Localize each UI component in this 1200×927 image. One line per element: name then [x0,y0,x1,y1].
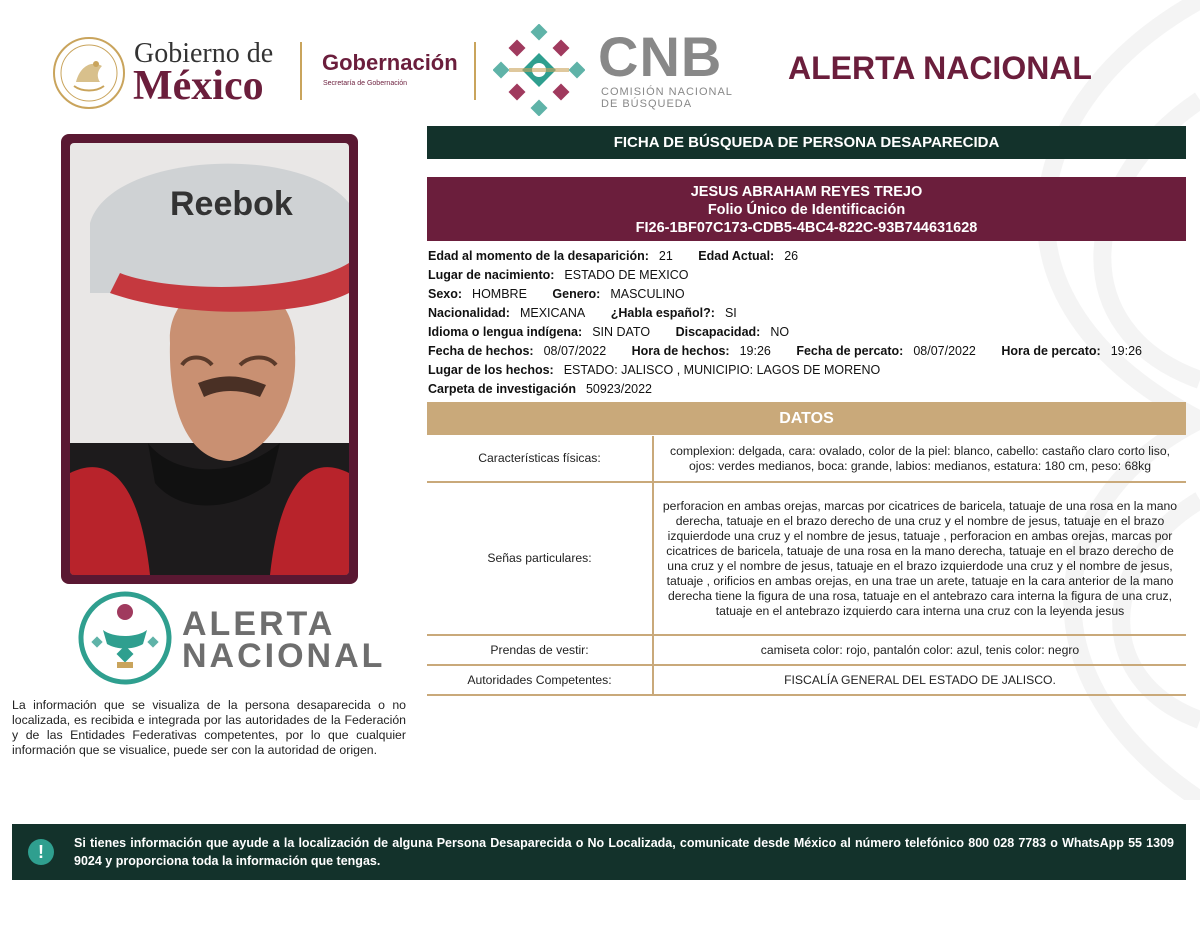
habla-value: SI [724,306,737,320]
cnb-logo-icon [493,24,585,116]
edad-desaparicion-label: Edad al momento de la desaparición: [428,249,649,263]
folio-value: FI26-1BF07C173-CDB5-4BC4-822C-93B744631628 [635,220,978,236]
fecha-hechos-value: 08/07/2022 [543,344,607,358]
person-photo [70,143,349,575]
discapacidad-value: NO [770,325,790,339]
folio-label: Folio Único de Identificación [707,202,906,218]
escudo-nacional-icon [52,36,126,110]
ficha-title: FICHA DE BÚSQUEDA DE PERSONA DESAPARECIDA [427,126,1186,159]
datos-label: Prendas de vestir: [427,635,653,665]
datos-value: perforacion en ambas orejas, marcas por cicatrices de baricela, tatuaje de una rosa en la mano derecha, tatuaje en el brazo derecho de una cruz y el nombre de jesus, tatuaje en el brazo izquierdode una cruz y el nombre de jesus, tatuaje , perforacion en ambas orejas, marcas por cicatrices de baricela, tatuaje de una rosa en la mano derecha, tatuaje en el brazo derecho de una cruz y el nombre de jesus, tatuaje en el brazo izquierdode una cruz y el nombre de jesus, tatuaje , orificios en ambas orejas, en una trae un arete, tatuaje en la cara anterior de la mano derecha tiene la figura de una rosa, tatuaje en el antebrazo cara interna la figura de una cruz, tatuaje en el antebrazo izquierdo cara interna una cruz con la leyenda jesus [653,482,1186,635]
nacionalidad-value: MEXICANA [519,306,586,320]
sexo-value: HOMBRE [472,287,527,301]
alerta-nacional-logo-icon [77,590,173,686]
alerta-logo-line: ALERTA [182,605,336,643]
info-row [428,363,1188,377]
alerta-logo-line: NACIONAL [182,637,386,675]
cnb-subtitle-line: DE BÚSQUEDA [601,98,693,110]
hora-hechos-label: Hora de hechos: [631,344,730,358]
lugar-hechos-value: ESTADO: JALISCO , MUNICIPIO: LAGOS DE MORENO [563,363,881,377]
table-row [427,482,1186,635]
sexo-label: Sexo: [428,287,463,301]
info-row [428,325,1188,339]
edad-desaparicion-value: 21 [658,249,673,263]
footer-banner [12,824,1186,880]
genero-value: MASCULINO [610,287,685,301]
edad-actual-value: 26 [784,249,799,263]
datos-value: FISCALÍA GENERAL DEL ESTADO DE JALISCO. [653,665,1186,695]
datos-table [427,436,1186,696]
mexico-text: México [133,63,264,109]
nacionalidad-label: Nacionalidad: [428,306,510,320]
info-row [428,268,1188,282]
alerta-nacional-title: ALERTA NACIONAL [788,50,1092,86]
disclaimer-text: La información que se visualiza de la persona desaparecida o no localizada, es recibida e integrada por las autoridades de la Federación y de las Entidades Federativas competentes, por lo que cualquier información que se visualice, puede ser con la autoridad de origen. [12,698,406,757]
cap-brand-text: Reebok [170,185,293,223]
header-divider [300,42,302,100]
alerta-nacional-logo-text [182,605,386,675]
carpeta-label: Carpeta de investigación [428,382,576,396]
hora-hechos-value: 19:26 [739,344,771,358]
fecha-percato-value: 08/07/2022 [913,344,976,358]
gobernacion-text: Gobernación [322,50,458,75]
discapacidad-label: Discapacidad: [675,325,761,339]
fecha-percato-label: Fecha de percato: [796,344,904,358]
carpeta-value: 50923/2022 [585,382,653,396]
info-row [428,382,1188,396]
header [0,0,1200,120]
datos-header: DATOS [427,402,1186,435]
datos-label: Señas particulares: [427,482,653,635]
cnb-subtitle-line: COMISIÓN NACIONAL [601,86,733,98]
gobierno-de-text: Gobierno de [134,38,274,69]
fecha-hechos-label: Fecha de hechos: [428,344,534,358]
hora-percato-value: 19:26 [1110,344,1142,358]
habla-label: ¿Habla español?: [610,306,715,320]
info-row [428,287,1188,301]
cnb-text: CNB [598,25,723,88]
secretaria-text: Secretaría de Gobernación [323,80,408,87]
table-row [427,665,1186,695]
header-divider [474,42,476,100]
idioma-label: Idioma o lengua indígena: [428,325,583,339]
genero-label: Genero: [552,287,601,301]
hora-percato-label: Hora de percato: [1001,344,1101,358]
datos-value: complexion: delgada, cara: ovalado, color de la piel: blanco, cabello: castaño claro corto liso, ojos: verdes medianos, boca: grande, labios: medianos, estatura: 180 cm, peso: 68kg [653,436,1186,482]
alert-icon: ! [28,839,54,865]
table-row [427,635,1186,665]
person-name: JESUS ABRAHAM REYES TREJO [690,184,923,200]
nacimiento-label: Lugar de nacimiento: [428,268,555,282]
nacimiento-value: ESTADO DE MEXICO [564,268,689,282]
info-row [428,249,1188,263]
name-band [427,177,1186,241]
info-row [428,344,1188,358]
idioma-value: SIN DATO [592,325,651,339]
datos-value: camiseta color: rojo, pantalón color: azul, tenis color: negro [653,635,1186,665]
table-row [427,436,1186,482]
edad-actual-label: Edad Actual: [698,249,775,263]
cnb-subtitle [601,86,751,110]
lugar-hechos-label: Lugar de los hechos: [428,363,554,377]
datos-label: Autoridades Competentes: [427,665,653,695]
datos-label: Características físicas: [427,436,653,482]
footer-text: Si tienes información que ayude a la localización de alguna Persona Desaparecida o No Localizada, comunicate desde México al número telefónico 800 028 7783 o WhatsApp 55 1309 9024 y proporciona toda la información que tengas. [74,836,1174,868]
info-row [428,306,1188,320]
